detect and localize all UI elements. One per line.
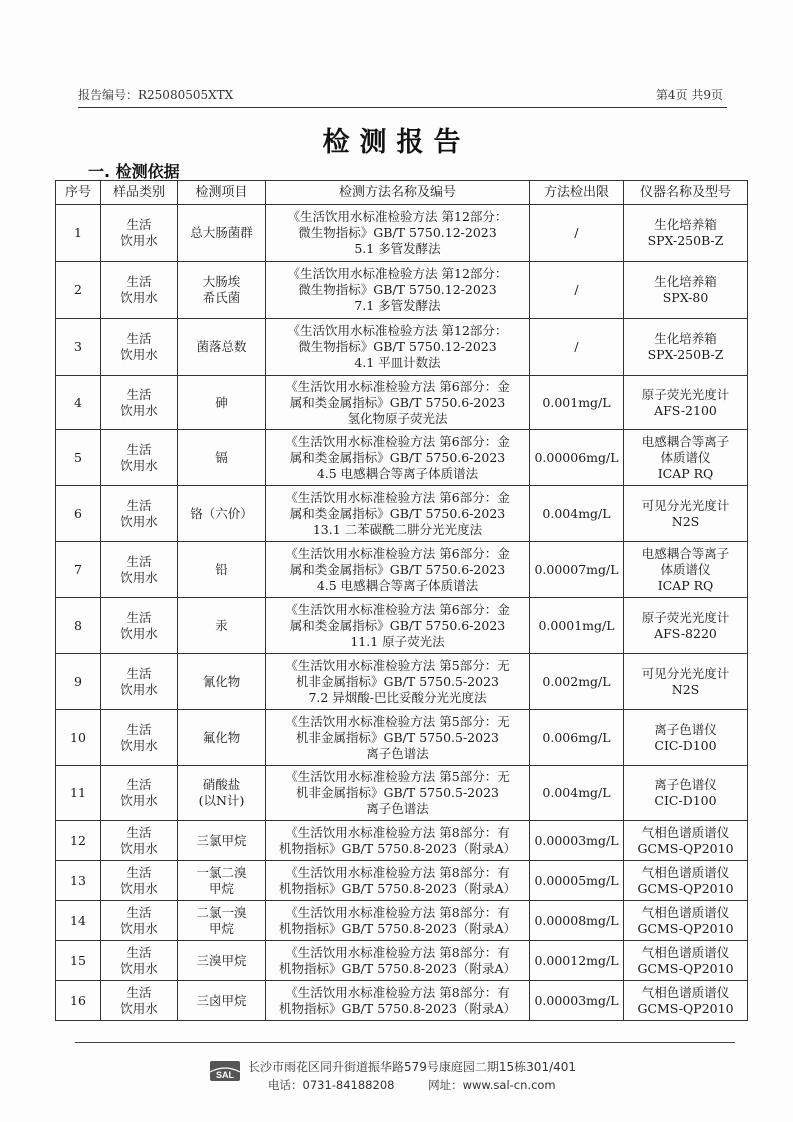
- sample-category-line: 生活: [126, 665, 152, 681]
- table-row: [56, 901, 748, 941]
- row-number-cell: 4: [56, 376, 101, 430]
- test-method-cell: [266, 766, 530, 821]
- test-item-cell: [178, 430, 266, 486]
- sample-category-cell: [101, 710, 178, 766]
- test-item-line: 大肠埃: [202, 274, 241, 289]
- instrument-cell: [624, 901, 748, 941]
- test-method-line: 《生活饮用水标准检验方法 第6部分：金: [285, 601, 510, 617]
- detection-limit-cell: 0.004mg/L: [530, 486, 624, 542]
- sample-category-line: 饮用水: [120, 681, 158, 697]
- row-number-cell: 5: [56, 430, 101, 486]
- test-item-cell: [178, 861, 266, 901]
- test-method-line: 《生活饮用水标准检验方法 第12部分：: [287, 323, 508, 338]
- instrument-line: ICAP RQ: [657, 465, 714, 481]
- instrument-line: 可见分光光度计: [641, 497, 730, 513]
- test-item-cell: [178, 654, 266, 710]
- test-method-line: 《生活饮用水标准检验方法 第6部分：金: [285, 545, 510, 561]
- instrument-line: 生化培养箱: [654, 331, 717, 346]
- test-item-line: (以N计): [198, 793, 245, 808]
- test-method-line: 机非金属指标》GB/T 5750.5-2023: [296, 785, 499, 800]
- test-method-line: 属和类金属指标》GB/T 5750.6-2023: [289, 449, 506, 465]
- test-method-cell: [266, 205, 530, 262]
- row-number-cell: 15: [56, 941, 101, 981]
- test-method-line: 离子色谱法: [366, 801, 429, 816]
- test-method-cell: [266, 430, 530, 486]
- table-row: [56, 654, 748, 710]
- table-row: [56, 598, 748, 654]
- test-item-line: 氰化物: [202, 673, 241, 689]
- sample-category-cell: [101, 981, 178, 1021]
- test-method-cell: [266, 654, 530, 710]
- footer-divider: [75, 1042, 735, 1043]
- row-number-cell: 10: [56, 710, 101, 766]
- instrument-line: GCMS-QP2010: [637, 880, 734, 896]
- detection-limit-cell: /: [530, 319, 624, 376]
- sample-category-line: 生活: [126, 553, 152, 569]
- test-method-line: 《生活饮用水标准检验方法 第8部分：有: [285, 944, 510, 960]
- sample-category-line: 饮用水: [120, 233, 158, 248]
- detection-limit-cell: 0.00003mg/L: [530, 821, 624, 861]
- instrument-line: 可见分光光度计: [641, 665, 730, 681]
- row-number-cell: 7: [56, 542, 101, 598]
- test-method-line: 《生活饮用水标准检验方法 第12部分：: [287, 266, 508, 281]
- test-method-cell: [266, 598, 530, 654]
- test-item-line: 镉: [215, 449, 228, 465]
- sample-category-line: 饮用水: [120, 793, 158, 808]
- sample-category-cell: [101, 766, 178, 821]
- sample-category-line: 饮用水: [120, 347, 158, 362]
- detection-limit-cell: 0.00012mg/L: [530, 941, 624, 981]
- test-item-line: 汞: [215, 617, 228, 633]
- table-header-row: [56, 181, 748, 205]
- table-row: [56, 319, 748, 376]
- detection-limit-cell: 0.00006mg/L: [530, 430, 624, 486]
- instrument-line: SPX-250B-Z: [647, 233, 724, 248]
- sample-category-cell: [101, 598, 178, 654]
- sample-category-line: 生活: [126, 274, 152, 289]
- test-method-line: 11.1 原子荧光法: [350, 633, 445, 649]
- test-method-line: 7.2 异烟酸-巴比妥酸分光光度法: [308, 689, 487, 705]
- test-item-line: 二氯一溴: [196, 904, 247, 920]
- detection-limit-cell: 0.004mg/L: [530, 766, 624, 821]
- instrument-line: 电感耦合等离子: [641, 433, 730, 449]
- sample-category-line: 饮用水: [120, 569, 158, 585]
- sample-category-cell: [101, 821, 178, 861]
- test-method-cell: [266, 542, 530, 598]
- instrument-line: 气相色谱质谱仪: [641, 864, 730, 880]
- test-item-line: 菌落总数: [196, 339, 247, 354]
- header-category: 样品类别: [101, 181, 178, 205]
- test-method-line: 5.1 多管发酵法: [354, 241, 441, 256]
- test-item-cell: [178, 262, 266, 319]
- test-method-line: 4.5 电感耦合等离子体质谱法: [316, 577, 479, 593]
- instrument-cell: [624, 205, 748, 262]
- row-number-cell: 3: [56, 319, 101, 376]
- instrument-cell: [624, 262, 748, 319]
- test-method-line: 属和类金属指标》GB/T 5750.6-2023: [289, 394, 506, 410]
- instrument-cell: [624, 766, 748, 821]
- sample-category-cell: [101, 319, 178, 376]
- test-method-line: 机物指标》GB/T 5750.8-2023（附录A）: [279, 880, 516, 896]
- instrument-line: 气相色谱质谱仪: [641, 904, 730, 920]
- test-method-line: 《生活饮用水标准检验方法 第5部分：无: [285, 657, 510, 673]
- row-number-cell: 9: [56, 654, 101, 710]
- instrument-line: 体质谱仪: [660, 449, 711, 465]
- sample-category-cell: [101, 430, 178, 486]
- detection-limit-cell: /: [530, 205, 624, 262]
- instrument-line: SPX-80: [662, 290, 709, 305]
- test-item-cell: [178, 821, 266, 861]
- test-item-line: 三溴甲烷: [196, 952, 247, 968]
- instrument-line: ICAP RQ: [657, 577, 714, 593]
- instrument-line: GCMS-QP2010: [637, 920, 734, 936]
- instrument-line: GCMS-QP2010: [637, 840, 734, 856]
- test-method-line: 离子色谱法: [366, 745, 429, 761]
- row-number-cell: 1: [56, 205, 101, 262]
- sample-category-line: 生活: [126, 721, 152, 737]
- row-number-cell: 6: [56, 486, 101, 542]
- sample-category-line: 饮用水: [120, 920, 158, 936]
- row-number-cell: 11: [56, 766, 101, 821]
- test-method-cell: [266, 981, 530, 1021]
- table-row: [56, 542, 748, 598]
- instrument-line: N2S: [671, 513, 700, 529]
- page-header: [78, 80, 727, 108]
- instrument-line: CIC-D100: [654, 793, 717, 808]
- instrument-cell: [624, 542, 748, 598]
- table-row: [56, 205, 748, 262]
- test-method-line: 《生活饮用水标准检验方法 第8部分：有: [285, 984, 510, 1000]
- sample-category-cell: [101, 901, 178, 941]
- test-method-cell: [266, 319, 530, 376]
- sample-category-cell: [101, 654, 178, 710]
- instrument-line: 离子色谱仪: [654, 721, 717, 737]
- detection-limit-cell: 0.00008mg/L: [530, 901, 624, 941]
- test-method-line: 机物指标》GB/T 5750.8-2023（附录A）: [279, 920, 516, 936]
- test-method-line: 微生物指标》GB/T 5750.12-2023: [298, 339, 497, 354]
- test-method-line: 《生活饮用水标准检验方法 第6部分：金: [285, 378, 510, 394]
- test-basis-table: [55, 180, 748, 1021]
- sample-category-line: 饮用水: [120, 737, 158, 753]
- table-row: [56, 861, 748, 901]
- test-method-line: 《生活饮用水标准检验方法 第6部分：金: [285, 489, 510, 505]
- sample-category-cell: [101, 376, 178, 430]
- sal-logo-icon: [208, 1058, 242, 1084]
- test-item-cell: [178, 901, 266, 941]
- footer-address: 长沙市雨花区同升街道振华路579号康庭园二期15栋301/401: [248, 1060, 577, 1074]
- sample-category-line: 生活: [126, 441, 152, 457]
- detection-limit-cell: 0.002mg/L: [530, 654, 624, 710]
- test-method-line: 机物指标》GB/T 5750.8-2023（附录A）: [279, 840, 516, 856]
- instrument-cell: [624, 430, 748, 486]
- test-method-cell: [266, 821, 530, 861]
- instrument-line: 生化培养箱: [654, 274, 717, 289]
- test-method-line: 机物指标》GB/T 5750.8-2023（附录A）: [279, 1000, 516, 1016]
- test-item-cell: [178, 542, 266, 598]
- table-row: [56, 710, 748, 766]
- sample-category-line: 饮用水: [120, 960, 158, 976]
- test-item-cell: [178, 376, 266, 430]
- logo-text: SAL: [216, 1070, 234, 1080]
- test-item-line: 总大肠菌群: [190, 225, 253, 240]
- detection-limit-cell: 0.001mg/L: [530, 376, 624, 430]
- test-item-cell: [178, 710, 266, 766]
- instrument-cell: [624, 598, 748, 654]
- test-method-line: 属和类金属指标》GB/T 5750.6-2023: [289, 505, 506, 521]
- detection-limit-cell: 0.00003mg/L: [530, 981, 624, 1021]
- detection-limit-cell: 0.006mg/L: [530, 710, 624, 766]
- table-row: [56, 941, 748, 981]
- report-title: 检测报告: [322, 127, 471, 158]
- test-item-cell: [178, 205, 266, 262]
- header-item: 检测项目: [178, 181, 266, 205]
- test-item-line: 铅: [215, 561, 228, 577]
- sample-category-line: 饮用水: [120, 457, 158, 473]
- sample-category-line: 生活: [126, 217, 152, 232]
- test-item-line: 一氯二溴: [196, 864, 247, 880]
- instrument-line: GCMS-QP2010: [637, 1000, 734, 1016]
- sample-category-line: 生活: [126, 944, 152, 960]
- test-method-line: 《生活饮用水标准检验方法 第8部分：有: [285, 904, 510, 920]
- detection-limit-cell: /: [530, 262, 624, 319]
- table-row: [56, 376, 748, 430]
- detection-limit-cell: 0.00007mg/L: [530, 542, 624, 598]
- sample-category-line: 生活: [126, 824, 152, 840]
- instrument-cell: [624, 941, 748, 981]
- test-method-line: 13.1 二苯碳酰二肼分光光度法: [312, 521, 483, 537]
- report-number: 报告编号：R25080505XTX: [78, 88, 234, 102]
- section-title: 一. 检测依据: [88, 162, 180, 181]
- test-method-line: 机非金属指标》GB/T 5750.5-2023: [296, 729, 499, 745]
- test-item-line: 铬（六价）: [190, 505, 253, 521]
- test-method-cell: [266, 901, 530, 941]
- sample-category-line: 饮用水: [120, 880, 158, 896]
- sample-category-cell: [101, 486, 178, 542]
- test-method-line: 《生活饮用水标准检验方法 第8部分：有: [285, 864, 510, 880]
- table-row: [56, 430, 748, 486]
- instrument-cell: [624, 376, 748, 430]
- footer-phone: 电话：0731-84188208: [268, 1078, 395, 1092]
- instrument-cell: [624, 821, 748, 861]
- test-item-line: 甲烷: [208, 920, 234, 936]
- sample-category-line: 饮用水: [120, 513, 158, 529]
- sample-category-line: 生活: [126, 984, 152, 1000]
- page-number: 第4页 共9页: [655, 88, 723, 102]
- header-no: 序号: [56, 181, 101, 205]
- sample-category-line: 生活: [126, 497, 152, 513]
- instrument-line: AFS-8220: [654, 625, 717, 641]
- sample-category-line: 生活: [126, 904, 152, 920]
- test-item-cell: [178, 319, 266, 376]
- instrument-cell: [624, 981, 748, 1021]
- table-row: [56, 766, 748, 821]
- sample-category-cell: [101, 542, 178, 598]
- test-item-line: 三卤甲烷: [196, 992, 247, 1008]
- footer-website: 网址：www.sal-cn.com: [428, 1078, 556, 1092]
- sample-category-line: 生活: [126, 386, 152, 402]
- instrument-line: 生化培养箱: [654, 217, 717, 232]
- detection-limit-cell: 0.0001mg/L: [530, 598, 624, 654]
- test-method-cell: [266, 486, 530, 542]
- instrument-line: 离子色谱仪: [654, 777, 717, 792]
- test-method-line: 4.5 电感耦合等离子体质谱法: [316, 465, 479, 481]
- test-method-line: 微生物指标》GB/T 5750.12-2023: [298, 282, 497, 297]
- test-item-cell: [178, 981, 266, 1021]
- sample-category-cell: [101, 861, 178, 901]
- instrument-line: 电感耦合等离子: [641, 545, 730, 561]
- sample-category-line: 饮用水: [120, 402, 158, 418]
- row-number-cell: 16: [56, 981, 101, 1021]
- test-method-cell: [266, 861, 530, 901]
- test-method-line: 氢化物原子荧光法: [347, 410, 448, 426]
- test-method-line: 7.1 多管发酵法: [354, 298, 441, 313]
- sample-category-line: 饮用水: [120, 1000, 158, 1016]
- sample-category-line: 生活: [126, 609, 152, 625]
- instrument-line: 气相色谱质谱仪: [641, 824, 730, 840]
- test-method-line: 《生活饮用水标准检验方法 第8部分：有: [285, 824, 510, 840]
- test-item-line: 砷: [215, 394, 228, 410]
- sample-category-line: 饮用水: [120, 625, 158, 641]
- test-item-line: 希氏菌: [202, 290, 241, 305]
- test-method-cell: [266, 262, 530, 319]
- instrument-line: 原子荧光光度计: [641, 386, 730, 402]
- instrument-line: 气相色谱质谱仪: [641, 944, 730, 960]
- test-method-line: 4.1 平皿计数法: [354, 355, 441, 370]
- instrument-line: N2S: [671, 681, 700, 697]
- test-item-line: 三氯甲烷: [196, 832, 247, 848]
- instrument-cell: [624, 654, 748, 710]
- test-method-line: 《生活饮用水标准检验方法 第12部分：: [287, 209, 508, 224]
- test-method-line: 属和类金属指标》GB/T 5750.6-2023: [289, 561, 506, 577]
- test-method-cell: [266, 710, 530, 766]
- sample-category-line: 生活: [126, 864, 152, 880]
- instrument-line: 原子荧光光度计: [641, 609, 730, 625]
- instrument-line: 气相色谱质谱仪: [641, 984, 730, 1000]
- instrument-cell: [624, 861, 748, 901]
- test-method-cell: [266, 941, 530, 981]
- test-method-cell: [266, 376, 530, 430]
- table-body: [56, 205, 748, 1021]
- sample-category-cell: [101, 205, 178, 262]
- row-number-cell: 12: [56, 821, 101, 861]
- table-row: [56, 981, 748, 1021]
- row-number-cell: 13: [56, 861, 101, 901]
- sample-category-line: 生活: [126, 777, 152, 792]
- test-item-cell: [178, 598, 266, 654]
- test-item-line: 氟化物: [202, 729, 241, 745]
- header-limit: 方法检出限: [530, 181, 624, 205]
- instrument-cell: [624, 319, 748, 376]
- test-item-cell: [178, 941, 266, 981]
- test-method-line: 属和类金属指标》GB/T 5750.6-2023: [289, 617, 506, 633]
- instrument-line: GCMS-QP2010: [637, 960, 734, 976]
- row-number-cell: 2: [56, 262, 101, 319]
- sample-category-line: 饮用水: [120, 840, 158, 856]
- row-number-cell: 8: [56, 598, 101, 654]
- test-method-line: 《生活饮用水标准检验方法 第5部分：无: [285, 713, 510, 729]
- sample-category-cell: [101, 262, 178, 319]
- test-item-line: 硝酸盐: [202, 777, 241, 792]
- test-method-line: 《生活饮用水标准检验方法 第5部分：无: [285, 769, 510, 784]
- instrument-line: AFS-2100: [654, 402, 717, 418]
- header-instrument: 仪器名称及型号: [624, 181, 748, 205]
- test-item-cell: [178, 766, 266, 821]
- detection-limit-cell: 0.00005mg/L: [530, 861, 624, 901]
- instrument-cell: [624, 710, 748, 766]
- row-number-cell: 14: [56, 901, 101, 941]
- sample-category-cell: [101, 941, 178, 981]
- test-item-cell: [178, 486, 266, 542]
- footer-contact: [268, 1077, 586, 1093]
- instrument-line: CIC-D100: [654, 737, 717, 753]
- header-method: 检测方法名称及编号: [266, 181, 530, 205]
- test-method-line: 微生物指标》GB/T 5750.12-2023: [298, 225, 497, 240]
- sample-category-line: 饮用水: [120, 290, 158, 305]
- test-item-line: 甲烷: [208, 880, 234, 896]
- table-row: [56, 821, 748, 861]
- instrument-line: 体质谱仪: [660, 561, 711, 577]
- instrument-line: SPX-250B-Z: [647, 347, 724, 362]
- sample-category-line: 生活: [126, 331, 152, 346]
- test-method-line: 《生活饮用水标准检验方法 第6部分：金: [285, 433, 510, 449]
- table-row: [56, 486, 748, 542]
- table-row: [56, 262, 748, 319]
- test-method-line: 机非金属指标》GB/T 5750.5-2023: [296, 673, 499, 689]
- test-method-line: 机物指标》GB/T 5750.8-2023（附录A）: [279, 960, 516, 976]
- instrument-cell: [624, 486, 748, 542]
